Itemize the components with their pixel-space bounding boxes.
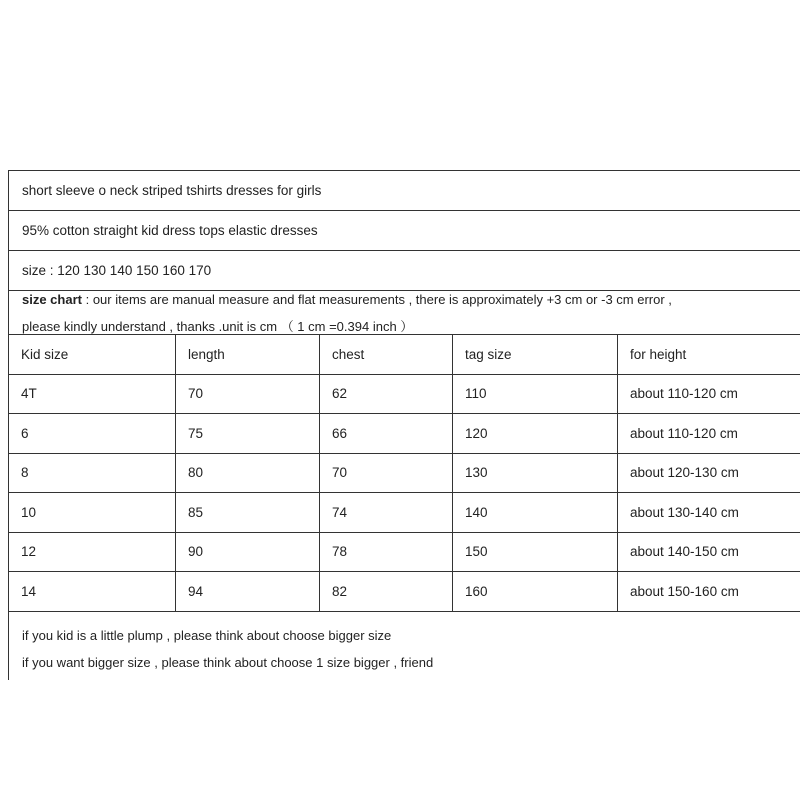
table-row [9, 414, 800, 454]
table-row [9, 533, 800, 573]
cell-for-height: about 140-150 cm [630, 544, 739, 560]
product-title: short sleeve o neck striped tshirts dresses for girls [22, 183, 322, 198]
cell-length: 94 [176, 572, 320, 611]
cell-length: 80 [176, 454, 320, 493]
table-row [9, 375, 800, 415]
cell-chest: 62 [320, 375, 453, 414]
cell-tag-size: 150 [453, 533, 618, 572]
cell-for-height: about 110-120 cm [630, 386, 738, 402]
cell-chest: 66 [320, 414, 453, 453]
cell-for-height: about 150-160 cm [630, 583, 739, 599]
product-title-row [9, 171, 800, 211]
size-info-sheet [8, 170, 800, 680]
footer-notes [9, 612, 800, 680]
table-row [9, 572, 800, 612]
cell-tag-size: 120 [453, 414, 618, 453]
material-text: 95% cotton straight kid dress tops elastic dresses [22, 223, 318, 238]
cell-for-height: about 120-130 cm [630, 465, 739, 481]
table-row [9, 454, 800, 494]
cell-kid-size: 4T [9, 375, 176, 414]
size-chart-note-line1 [22, 286, 800, 313]
material-row [9, 211, 800, 251]
sizes-text: size : 120 130 140 150 160 170 [22, 263, 212, 278]
cell-tag-size: 110 [453, 375, 618, 414]
cell-kid-size: 14 [9, 572, 176, 611]
cell-length: 90 [176, 533, 320, 572]
header-for-height: for height [630, 346, 687, 362]
header-length: length [176, 335, 320, 374]
cell-chest: 78 [320, 533, 453, 572]
table-header-row [9, 335, 800, 375]
table-row [9, 493, 800, 533]
header-chest: chest [320, 335, 453, 374]
cell-length: 75 [176, 414, 320, 453]
header-tag-size: tag size [453, 335, 618, 374]
cell-kid-size: 12 [9, 533, 176, 572]
size-chart-note [9, 291, 800, 335]
cell-kid-size: 6 [9, 414, 176, 453]
cell-chest: 74 [320, 493, 453, 532]
cell-length: 70 [176, 375, 320, 414]
cell-tag-size: 140 [453, 493, 618, 532]
cell-kid-size: 10 [9, 493, 176, 532]
footer-line-2: if you want bigger size , please think about choose 1 size bigger , friend [22, 654, 434, 670]
size-chart-label: size chart [22, 291, 82, 307]
cell-for-height: about 110-120 cm [630, 425, 738, 441]
size-chart-text1: : our items are manual measure and flat measurements , there is approximately +3 cm or -3 cm error , [81, 291, 672, 307]
cell-length: 85 [176, 493, 320, 532]
size-chart-note-line2: please kindly understand , thanks .unit is cm （ 1 cm =0.394 inch ） [22, 318, 414, 334]
footer-line-1: if you kid is a little plump , please think about choose bigger size [22, 627, 392, 643]
header-kid-size: Kid size [9, 335, 176, 374]
cell-kid-size: 8 [9, 454, 176, 493]
cell-tag-size: 130 [453, 454, 618, 493]
cell-for-height: about 130-140 cm [630, 504, 739, 520]
cell-chest: 82 [320, 572, 453, 611]
cell-chest: 70 [320, 454, 453, 493]
cell-tag-size: 160 [453, 572, 618, 611]
